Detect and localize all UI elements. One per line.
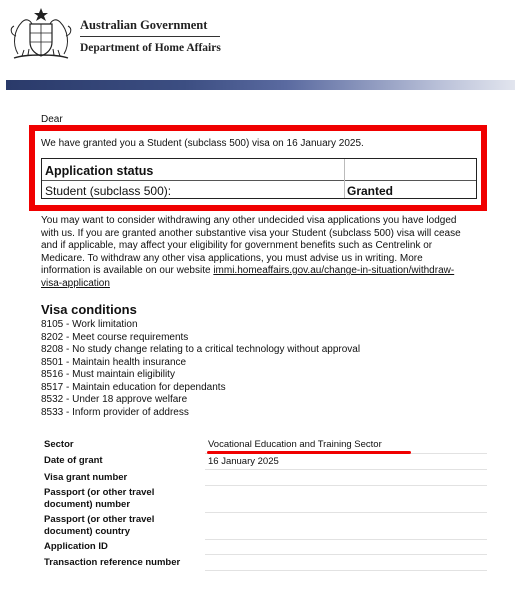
- detail-value: [205, 539, 323, 555]
- detail-value: Vocational Education and Training Sector: [205, 437, 487, 453]
- sector-red-underline: [207, 451, 411, 454]
- detail-value-extra: [323, 555, 487, 571]
- department-name: Department of Home Affairs: [80, 42, 221, 54]
- condition-item: 8532 - Under 18 approve welfare: [41, 394, 188, 405]
- detail-value: [205, 512, 323, 539]
- withdrawal-text: You may want to consider withdrawing any other undecided visa applications you have lodged with us. If you are granted another substantive visa your Student (subclass 500) visa will cease and if applicable, may affect your eligibility for government benefits such as Centrelink or Medicare. To withdraw any other visa applications, you must advise us in writing. More information is available on our website: [41, 215, 461, 276]
- agency-name: [80, 17, 221, 55]
- condition-item: 8533 - Inform provider of address: [41, 406, 189, 418]
- table-row: [41, 470, 487, 486]
- government-name: Australian Government: [80, 18, 208, 32]
- letterhead-rule: [80, 36, 220, 37]
- conditions-title: Visa conditions: [41, 302, 137, 317]
- detail-value-extra: [323, 539, 487, 555]
- granted-statement: We have granted you a Student (subclass 500) visa on 16 January 2025.: [41, 138, 364, 149]
- letterhead: [0, 0, 521, 80]
- withdraw-link[interactable]: immi.homeaffairs.gov.au/change-in-situation/withdraw-visa-application: [41, 265, 455, 289]
- detail-label: Passport (or other travel document) country: [44, 514, 155, 537]
- detail-label: Visa grant number: [44, 471, 128, 483]
- detail-value-extra: [323, 453, 487, 470]
- condition-item: 8202 - Meet course requirements: [41, 331, 189, 343]
- status-value: Granted: [347, 184, 394, 198]
- status-label: Student (subclass 500):: [45, 184, 172, 198]
- detail-label: Transaction reference number: [44, 556, 181, 568]
- detail-value: 16 January 2025: [205, 453, 323, 470]
- detail-label: Date of grant: [44, 455, 103, 466]
- detail-label: Passport (or other travel document) number: [44, 487, 155, 510]
- status-title: Application status: [45, 164, 154, 178]
- detail-label: Application ID: [44, 541, 108, 552]
- detail-value-extra: [323, 470, 487, 486]
- table-row: [41, 539, 487, 555]
- grant-details-table: [41, 437, 487, 571]
- header-banner: [6, 80, 515, 90]
- condition-item: 8517 - Maintain education for dependants: [41, 381, 226, 393]
- red-highlight-box: [29, 125, 487, 211]
- table-row: [41, 555, 487, 571]
- detail-value: [205, 470, 323, 486]
- condition-item: 8516 - Must maintain eligibility: [41, 369, 175, 380]
- condition-item: 8105 - Work limitation: [41, 319, 138, 330]
- detail-label: Sector: [44, 439, 74, 450]
- salutation: Dear: [41, 114, 63, 125]
- detail-value-extra: [323, 485, 487, 512]
- condition-item: 8208 - No study change relating to a critical technology without approval: [41, 344, 361, 355]
- condition-item: 8501 - Maintain health insurance: [41, 356, 187, 368]
- detail-value: [205, 555, 323, 571]
- withdrawal-paragraph: [41, 215, 471, 290]
- table-row: [41, 512, 487, 539]
- detail-value-extra: [323, 512, 487, 539]
- conditions-list: [41, 319, 360, 419]
- table-row: [41, 453, 487, 470]
- table-row: [41, 485, 487, 512]
- coat-of-arms-icon: [8, 6, 74, 62]
- detail-value: [205, 485, 323, 512]
